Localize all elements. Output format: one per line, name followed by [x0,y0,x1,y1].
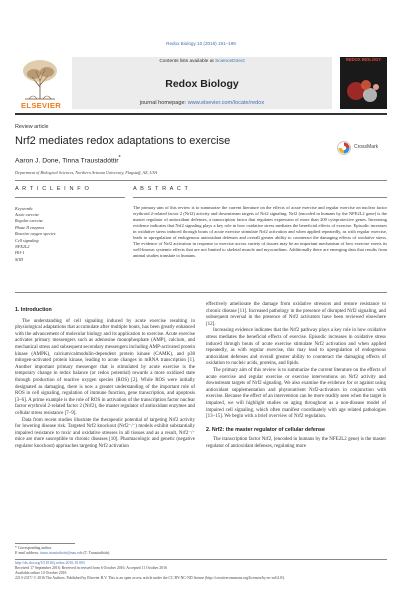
divider [15,180,387,181]
crossmark-icon[interactable] [337,141,351,155]
contents-line: Contents lists available at ScienceDirect [159,59,245,64]
keyword: Reactive oxygen species [15,231,56,237]
keyword: Acute exercise [15,212,40,217]
introduction-heading: 1. Introduction [15,307,52,313]
keyword: SOD [15,256,24,262]
article-info-heading: A R T I C L E I N F O [15,186,90,192]
email-line: E-mail address: tinna.traustadottir@nau.edu (T. Traustadóttir). [15,551,111,555]
right-column [206,302,386,450]
doi-link[interactable]: http://dx.doi.org/10.1016/j.redox.2016.10.003 [15,561,85,565]
keyword: HO-1 [15,250,25,256]
keyword: NFE2L2 [15,244,30,250]
body-paragraph: The transcription factor Nrf2, (encoded in humans by the NFE2L2 gene) is the master regulator of antioxidant defenses, regulating more [206,437,386,449]
keyword: Cell signaling [15,237,39,243]
article-authors: Aaron J. Done, Tinna Traustadóttir* [15,155,121,165]
cover-title: REDOX BIOLOGY [345,57,382,62]
divider [133,197,387,198]
journal-title: Redox Biology [165,78,239,90]
keywords-title: Keywords: [15,206,34,211]
header-rule [15,113,387,115]
body-paragraph: Increasing evidence indicates that the Nrf2 pathway plays a key role in how oxidative stress mediates the beneficial effects of exercise. Episodic increases in oxidative stress induced through bouts of acute exercise stimulate Nrf2 activation and when applied repeatedly, as with regular exercise, this may lead to upregulation of endogenous antioxidant defenses and overall greater ability to counteract the damaging effects of oxidation to nucleic acids, proteins, and lipids. [206,328,386,367]
abstract-heading: A B S T R A C T [133,186,189,192]
keyword: Regular exercise [15,218,44,224]
available-online: Available online 14 October 2016 [15,571,67,575]
body-paragraph: Data from recent studies illustrate the therapeutic potential of targeting Nrf2 activity for lowering disease risk. Targeted Nrf2 knockout (Nrf2⁻/⁻) models exhibit substantially impaired resistance to toxic and oxidative stresses in all tissues and as a result, Nrf2⁻/⁻ mice are more susceptible to chronic diseases [10]. Pharmacologic and genetic (negative regulator knockout) approaches targeting Nrf2 activation [15,417,195,449]
body-paragraph: effectively ameliorate the damage from oxidative stressors and restore resistance to chronic disease [11]. Increased pathology in the presence of disrupted Nrf2 signaling, and subsequent reversal in the presence of Nrf2 activators have been reviewed elsewhere [12]. [206,302,386,327]
keyword: Phase II enzymes [15,224,45,230]
nrf2-section-heading: 2. Nrf2: the master regulator of cellular defense [206,426,325,433]
journal-homepage: journal homepage: www.elsevier.com/locate/redox [139,100,265,106]
license-line: 2213-2317/ © 2016 The Authors. Published by Elsevier B.V. This is an open access article under the CC BY-NC-ND license (http://creativecommons.org/licenses/by-nc-nd/4.0/). [15,576,286,580]
abstract-text: The primary aim of this review is to summarize the current literature on the effects of acute exercise and regular exercise on nuclear factor erythroid 2-related factor 2 (Nrf2) activity and downstream targets of Nrf2 signaling. Nrf2 (encoded in humans by the NFE2L2 gene) is the master regulator of antioxidant defenses, a transcription factor that regulates expression of more than 200 cytoprotective genes. Increasing evidence indicates that Nrf2 signaling plays a key role in how oxidative stress mediates the beneficial effects of exercise. Episodic increases in oxidative stress induced through bouts of acute exercise stimulate Nrf2 activation and when applied repeatedly, as with regular exercise, leads to upregulation of endogenous antioxidant defenses and overall greater ability to counteract the damaging effects of oxidative stress. The evidence of Nrf2 activation in response to exercise across variety of tissues may be an important mechanism of how exercise exerts its well-known systemic effects that are not limited to skeletal muscle and myocardium. Additionally there are emerging data that results from animal studies translate to humans. [133,205,387,259]
body-paragraph: The primary aim of this review is to summarize the current literature on the effects of acute exercise and regular exercise or exercise interventions on Nrf2 activity and downstream targets of Nrf2 signaling. We also examine the evidence for or against using antioxidant supplementation and phytonutrient Nrf2-activators in conjunction with exercise. Because the effect of an intervention can be more readily seen when the target is impaired, we will highlight studies on aging throughout as a non-disease model of impaired cell signaling, which often manifest coordinately with age related pathologies [13–15]. We begin with a brief overview of Nrf2 regulation. [206,367,386,420]
homepage-link[interactable]: www.elsevier.com/locate/redox [187,100,265,106]
divider [15,197,125,198]
article-history [15,561,387,581]
elsevier-logo-text: ELSEVIER [21,101,61,110]
footnotes [15,546,387,556]
left-column [15,307,195,450]
journal-citation[interactable]: Redox Biology 10 (2016) 191–199 [166,41,236,46]
article-type: Review article [15,124,49,130]
sciencedirect-link[interactable]: ScienceDirect [215,59,245,64]
crossmark-label[interactable]: CrossMark [354,144,379,150]
author-affiliation: Department of Biological Sciences, Northern Arizona University, Flagstaff, AZ, USA [15,170,158,175]
journal-cover-image [340,57,387,109]
email-link[interactable]: tinna.traustadottir@nau.edu [40,551,83,555]
footnote-rule [15,543,75,544]
received-dates: Received 17 September 2016; Received in revised form 6 October 2016; Accepted 11 October 2016 [15,566,167,570]
body-paragraph: The understanding of cell signaling induced by acute exercise resulting in physiological adaptations that accumulate after multiple bouts, has been greatly enhanced with the advancement of molecular biology and its application to exercise. Acute exercise activates primary messengers such as adenosine monophosphate (AMP), calcium, and mechanical stress and subsequent secondary messengers including AMP-activated protein kinase (AMPK), calcium/calmodulin-dependent protein kinase (CAMK), and p38 mitogen-activated protein kinase, leading to acute changes in mRNA transcription [1]. Another important primary messenger that is stimulated by acute exercise is the temporary change in redox balance (or redox potential) towards a more oxidized state through production of reactive oxygen species (ROS) [2]. While ROS were initially designated as damaging, there is now a greater understanding of the important role of ROS in cell signaling, regulation of immune function, gene transcription, and apoptosis [3–6]. A prime example is the role of ROS in activation of the transcription factor nuclear factor erythroid 2-related factor 2 (Nrf2), the master regulator of antioxidant enzymes and cellular stress resistance [7–9]. [15,318,195,416]
article-title: Nrf2 mediates redox adaptations to exercise [15,135,231,147]
keywords-list [15,212,55,263]
corresponding-author-note: * Corresponding author. [15,546,52,550]
divider [15,559,387,560]
divider [15,292,387,293]
author-footnote-mark[interactable]: * [118,155,121,161]
